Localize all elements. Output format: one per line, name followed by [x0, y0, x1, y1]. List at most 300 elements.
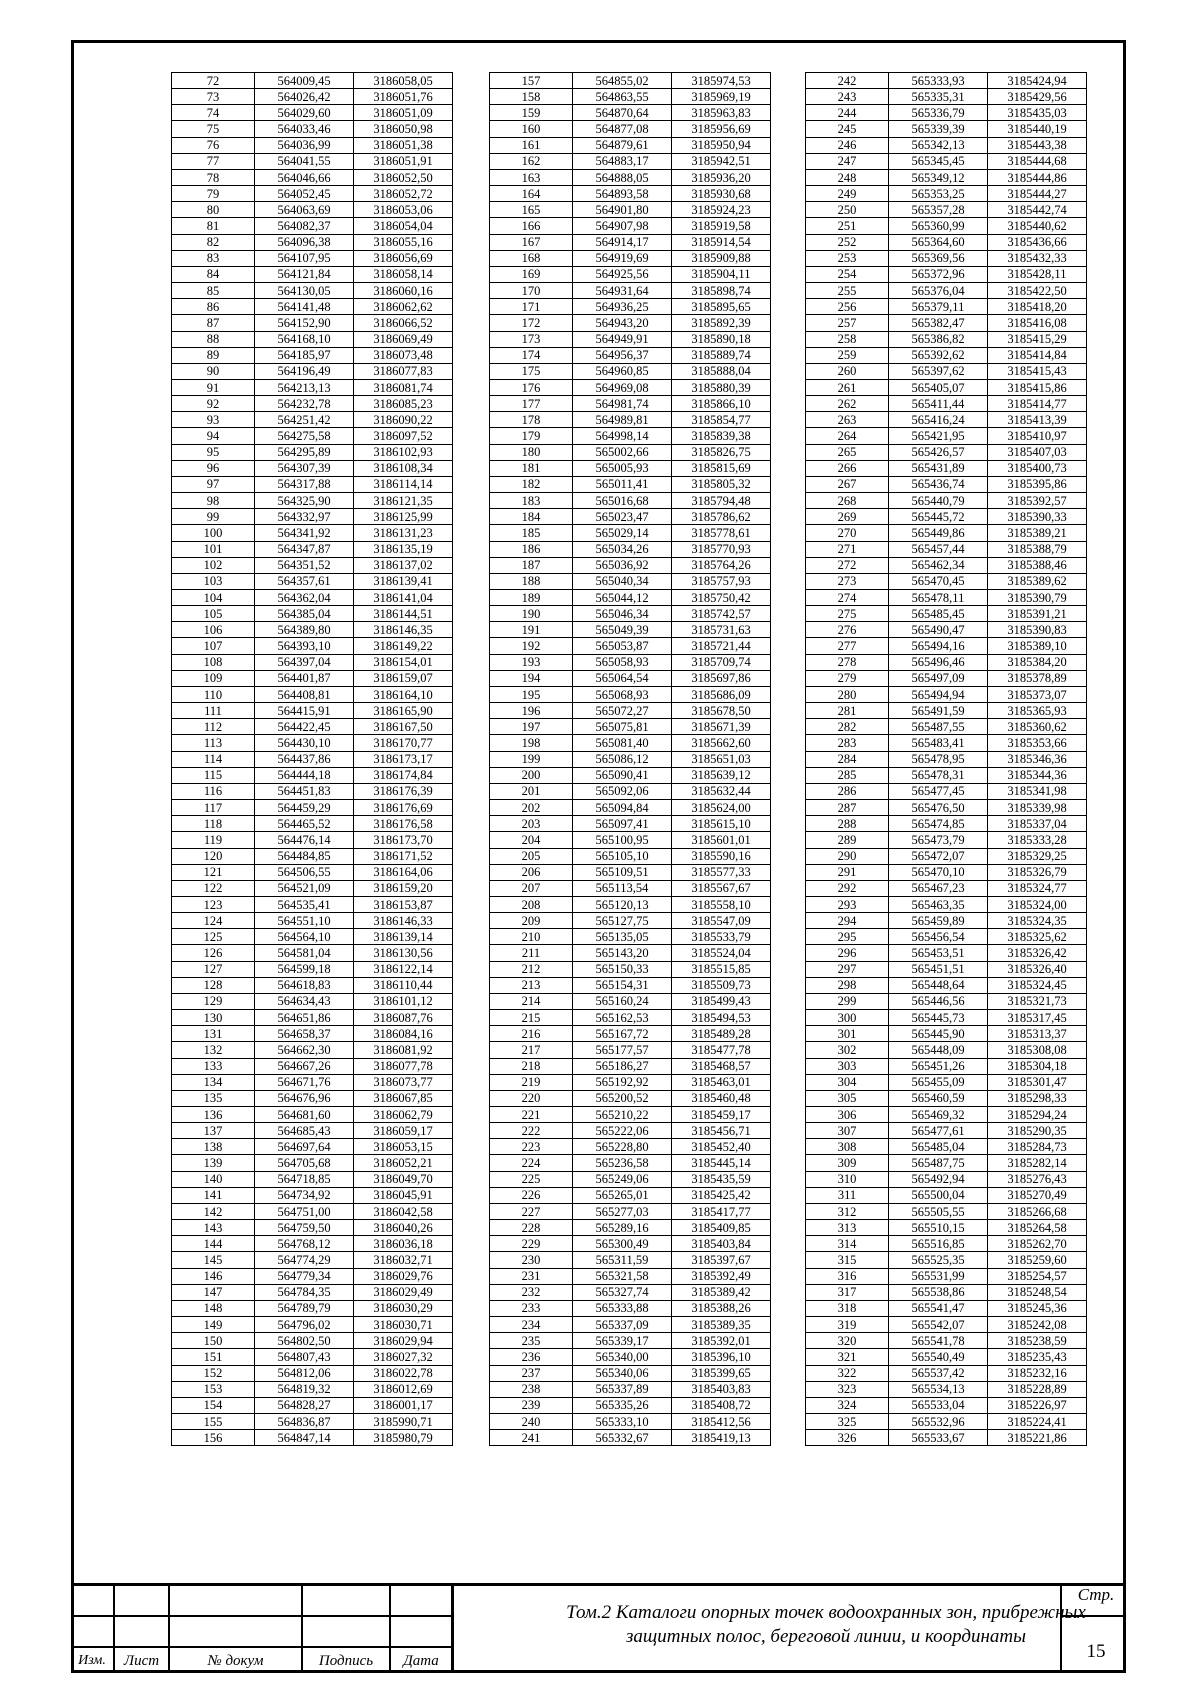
table-row [806, 186, 1087, 202]
coord-y: 3185415,29 [988, 331, 1087, 347]
point-number: 291 [806, 864, 889, 880]
point-number: 259 [806, 347, 889, 363]
coord-x: 565492,94 [889, 1171, 988, 1187]
coord-x: 564671,76 [255, 1074, 354, 1090]
coord-y: 3186029,94 [354, 1333, 453, 1349]
coord-y: 3185346,36 [988, 751, 1087, 767]
point-number: 202 [490, 800, 573, 816]
coord-y: 3185422,50 [988, 283, 1087, 299]
table-row [490, 1042, 771, 1058]
coord-x: 565510,15 [889, 1220, 988, 1236]
table-row [490, 929, 771, 945]
point-number: 248 [806, 169, 889, 185]
table-row [806, 1284, 1087, 1300]
coord-x: 565109,51 [573, 864, 672, 880]
coord-y: 3186073,77 [354, 1074, 453, 1090]
point-number: 214 [490, 993, 573, 1009]
table-row [172, 880, 453, 896]
point-number: 197 [490, 719, 573, 735]
coord-y: 3185963,83 [672, 105, 771, 121]
table-row [490, 493, 771, 509]
table-row [806, 363, 1087, 379]
table-row [172, 703, 453, 719]
table-row [806, 686, 1087, 702]
point-number: 242 [806, 73, 889, 89]
coord-x: 564759,50 [255, 1220, 354, 1236]
coord-y: 3185308,08 [988, 1042, 1087, 1058]
table-row [490, 977, 771, 993]
table-row [490, 379, 771, 395]
coord-y: 3185826,75 [672, 444, 771, 460]
point-number: 255 [806, 283, 889, 299]
coord-x: 564444,18 [255, 767, 354, 783]
point-number: 236 [490, 1349, 573, 1365]
coord-y: 3185686,09 [672, 686, 771, 702]
point-number: 81 [172, 218, 255, 234]
coord-x: 564168,10 [255, 331, 354, 347]
table-row [172, 153, 453, 169]
coord-y: 3185403,84 [672, 1236, 771, 1252]
coord-y: 3186174,84 [354, 767, 453, 783]
coord-y: 3186055,16 [354, 234, 453, 250]
table-row [490, 1074, 771, 1090]
coord-y: 3186051,09 [354, 105, 453, 121]
coord-y: 3185980,79 [354, 1430, 453, 1446]
coord-x: 564121,84 [255, 266, 354, 282]
table-row [806, 1300, 1087, 1316]
coord-x: 564989,81 [573, 412, 672, 428]
table-row [490, 848, 771, 864]
coord-x: 565150,33 [573, 961, 672, 977]
coord-y: 3185815,69 [672, 460, 771, 476]
coord-x: 564029,60 [255, 105, 354, 121]
coord-y: 3186131,23 [354, 525, 453, 541]
coord-y: 3185388,26 [672, 1300, 771, 1316]
table-row [490, 476, 771, 492]
coord-y: 3185533,79 [672, 929, 771, 945]
coord-y: 3185259,60 [988, 1252, 1087, 1268]
coord-y: 3185435,59 [672, 1171, 771, 1187]
coord-x: 565542,07 [889, 1317, 988, 1333]
coord-y: 3186077,78 [354, 1058, 453, 1074]
table-row [490, 783, 771, 799]
point-number: 298 [806, 977, 889, 993]
coord-x: 564956,37 [573, 347, 672, 363]
coord-y: 3185284,73 [988, 1139, 1087, 1155]
table-row [172, 1365, 453, 1381]
point-number: 77 [172, 153, 255, 169]
point-number: 249 [806, 186, 889, 202]
point-number: 326 [806, 1430, 889, 1446]
coord-y: 3186053,15 [354, 1139, 453, 1155]
table-row [806, 234, 1087, 250]
coord-x: 564768,12 [255, 1236, 354, 1252]
coord-x: 564033,46 [255, 121, 354, 137]
point-number: 288 [806, 816, 889, 832]
coord-x: 565336,79 [889, 105, 988, 121]
table-row [490, 1365, 771, 1381]
table-row [806, 250, 1087, 266]
point-number: 89 [172, 347, 255, 363]
table-row [806, 1236, 1087, 1252]
point-number: 234 [490, 1317, 573, 1333]
coord-x: 564969,08 [573, 379, 672, 395]
coord-y: 3186167,50 [354, 719, 453, 735]
table-row [806, 1333, 1087, 1349]
coord-x: 565337,09 [573, 1317, 672, 1333]
coord-x: 564774,29 [255, 1252, 354, 1268]
table-row [806, 137, 1087, 153]
coord-y: 3186146,33 [354, 913, 453, 929]
coord-x: 564232,78 [255, 396, 354, 412]
catalog-table-2 [489, 72, 771, 1446]
table-row [806, 218, 1087, 234]
coord-x: 565426,57 [889, 444, 988, 460]
coord-y: 3186052,21 [354, 1155, 453, 1171]
coord-y: 3186139,41 [354, 573, 453, 589]
coord-y: 3185324,45 [988, 977, 1087, 993]
page-number: 15 [1086, 1641, 1106, 1662]
point-number: 97 [172, 476, 255, 492]
point-number: 243 [806, 89, 889, 105]
coord-y: 3185326,42 [988, 945, 1087, 961]
coord-y: 3186069,49 [354, 331, 453, 347]
point-number: 313 [806, 1220, 889, 1236]
table-row [172, 719, 453, 735]
coord-x: 565397,62 [889, 363, 988, 379]
table-row [172, 541, 453, 557]
coord-x: 565490,47 [889, 622, 988, 638]
coord-y: 3185615,10 [672, 816, 771, 832]
table-row [806, 1171, 1087, 1187]
point-number: 83 [172, 250, 255, 266]
coord-x: 565467,23 [889, 880, 988, 896]
coord-x: 565411,44 [889, 396, 988, 412]
table-row [172, 1430, 453, 1446]
coord-y: 3185321,73 [988, 993, 1087, 1009]
coord-y: 3185399,65 [672, 1365, 771, 1381]
point-number: 137 [172, 1123, 255, 1139]
table-row [490, 557, 771, 573]
point-number: 216 [490, 1026, 573, 1042]
coord-y: 3185298,33 [988, 1090, 1087, 1106]
point-number: 290 [806, 848, 889, 864]
table-row [172, 654, 453, 670]
point-number: 325 [806, 1413, 889, 1429]
point-number: 159 [490, 105, 573, 121]
coord-y: 3186122,14 [354, 961, 453, 977]
table-row [490, 186, 771, 202]
coord-y: 3185262,70 [988, 1236, 1087, 1252]
table-row [806, 283, 1087, 299]
coord-x: 565335,26 [573, 1397, 672, 1413]
point-number: 105 [172, 606, 255, 622]
coord-y: 3186090,22 [354, 412, 453, 428]
coord-y: 3186022,78 [354, 1365, 453, 1381]
table-row [172, 379, 453, 395]
coord-y: 3185432,33 [988, 250, 1087, 266]
coord-y: 3186059,17 [354, 1123, 453, 1139]
coord-y: 3185388,79 [988, 541, 1087, 557]
point-number: 149 [172, 1317, 255, 1333]
coord-x: 564551,10 [255, 913, 354, 929]
coord-x: 565097,41 [573, 816, 672, 832]
coord-y: 3185389,21 [988, 525, 1087, 541]
point-number: 143 [172, 1220, 255, 1236]
point-number: 239 [490, 1397, 573, 1413]
coord-x: 565068,93 [573, 686, 672, 702]
coord-x: 565487,75 [889, 1155, 988, 1171]
point-number: 166 [490, 218, 573, 234]
coord-x: 565372,96 [889, 266, 988, 282]
coord-y: 3185317,45 [988, 1010, 1087, 1026]
coord-x: 564936,25 [573, 299, 672, 315]
stamp-label-doc: № докум [207, 1653, 264, 1669]
table-row [172, 800, 453, 816]
coord-y: 3185329,25 [988, 848, 1087, 864]
point-number: 190 [490, 606, 573, 622]
coord-y: 3185392,01 [672, 1333, 771, 1349]
coord-x: 565445,72 [889, 509, 988, 525]
coord-x: 565143,20 [573, 945, 672, 961]
table-row [172, 509, 453, 525]
coord-y: 3185395,86 [988, 476, 1087, 492]
table-row [172, 1284, 453, 1300]
coord-y: 3185270,49 [988, 1187, 1087, 1203]
coord-y: 3185444,68 [988, 153, 1087, 169]
coord-y: 3186146,35 [354, 622, 453, 638]
point-number: 297 [806, 961, 889, 977]
coord-y: 3185418,20 [988, 299, 1087, 315]
point-number: 232 [490, 1284, 573, 1300]
coord-y: 3185429,56 [988, 89, 1087, 105]
table-row [172, 234, 453, 250]
coord-y: 3186067,85 [354, 1090, 453, 1106]
coord-y: 3185325,62 [988, 929, 1087, 945]
coord-x: 565040,34 [573, 573, 672, 589]
point-number: 311 [806, 1187, 889, 1203]
coord-x: 565094,84 [573, 800, 672, 816]
table-row [806, 1155, 1087, 1171]
coord-x: 565516,85 [889, 1236, 988, 1252]
point-number: 92 [172, 396, 255, 412]
table-row [806, 1381, 1087, 1397]
coord-x: 565533,04 [889, 1397, 988, 1413]
table-row [806, 331, 1087, 347]
point-number: 144 [172, 1236, 255, 1252]
point-number: 225 [490, 1171, 573, 1187]
coord-x: 564152,90 [255, 315, 354, 331]
point-number: 76 [172, 137, 255, 153]
table-row [172, 622, 453, 638]
coord-x: 565540,49 [889, 1349, 988, 1365]
coord-x: 564998,14 [573, 428, 672, 444]
coord-x: 565332,67 [573, 1430, 672, 1446]
coord-x: 564459,29 [255, 800, 354, 816]
coord-y: 3185904,11 [672, 266, 771, 282]
coord-y: 3185697,86 [672, 670, 771, 686]
coord-x: 565090,41 [573, 767, 672, 783]
table-row [172, 670, 453, 686]
coord-x: 565472,07 [889, 848, 988, 864]
coord-x: 564751,00 [255, 1203, 354, 1219]
coord-y: 3186110,44 [354, 977, 453, 993]
coord-y: 3185956,69 [672, 121, 771, 137]
table-row [490, 1300, 771, 1316]
coord-y: 3185428,11 [988, 266, 1087, 282]
table-row [490, 299, 771, 315]
table-row [806, 767, 1087, 783]
point-number: 172 [490, 315, 573, 331]
coord-x: 565002,66 [573, 444, 672, 460]
point-number: 301 [806, 1026, 889, 1042]
point-number: 193 [490, 654, 573, 670]
point-number: 283 [806, 735, 889, 751]
coord-x: 564408,81 [255, 686, 354, 702]
coord-y: 3185445,14 [672, 1155, 771, 1171]
point-number: 292 [806, 880, 889, 896]
coord-x: 565105,10 [573, 848, 672, 864]
coord-x: 564705,68 [255, 1155, 354, 1171]
coord-y: 3186052,72 [354, 186, 453, 202]
coord-y: 3185435,03 [988, 105, 1087, 121]
document-title: Том.2 Каталоги опорных точек водоохранных зон, прибрежных защитных полос, береговой линии, и координаты [566, 1602, 1086, 1647]
coord-x: 564385,04 [255, 606, 354, 622]
table-row [806, 719, 1087, 735]
coord-x: 564651,86 [255, 1010, 354, 1026]
point-number: 95 [172, 444, 255, 460]
coord-y: 3185424,94 [988, 73, 1087, 89]
point-number: 102 [172, 557, 255, 573]
coord-y: 3185226,97 [988, 1397, 1087, 1413]
coord-x: 565505,55 [889, 1203, 988, 1219]
coord-y: 3185890,18 [672, 331, 771, 347]
table-row [172, 557, 453, 573]
point-number: 167 [490, 234, 573, 250]
coord-x: 564685,43 [255, 1123, 354, 1139]
point-number: 275 [806, 606, 889, 622]
point-number: 262 [806, 396, 889, 412]
point-number: 274 [806, 590, 889, 606]
point-number: 129 [172, 993, 255, 1009]
table-row [172, 1397, 453, 1413]
table-row [172, 1381, 453, 1397]
coord-y: 3185389,10 [988, 638, 1087, 654]
stamp-label-sign: Подпись [318, 1653, 374, 1669]
coord-y: 3186029,49 [354, 1284, 453, 1300]
table-row [806, 1252, 1087, 1268]
coord-x: 565483,41 [889, 735, 988, 751]
point-number: 173 [490, 331, 573, 347]
coord-y: 3185221,86 [988, 1430, 1087, 1446]
coord-y: 3185276,43 [988, 1171, 1087, 1187]
point-number: 87 [172, 315, 255, 331]
point-number: 315 [806, 1252, 889, 1268]
coord-x: 564901,80 [573, 202, 672, 218]
point-number: 196 [490, 703, 573, 719]
point-number: 132 [172, 1042, 255, 1058]
coord-x: 565249,06 [573, 1171, 672, 1187]
table-row [490, 73, 771, 89]
table-row [806, 105, 1087, 121]
coord-y: 3186040,26 [354, 1220, 453, 1236]
table-row [490, 169, 771, 185]
point-number: 286 [806, 783, 889, 799]
coord-y: 3186087,76 [354, 1010, 453, 1026]
table-row [172, 412, 453, 428]
coord-x: 565405,07 [889, 379, 988, 395]
point-number: 241 [490, 1430, 573, 1446]
coord-x: 565016,68 [573, 493, 672, 509]
coord-x: 565474,85 [889, 816, 988, 832]
table-row [172, 347, 453, 363]
coord-y: 3185294,24 [988, 1107, 1087, 1123]
coord-x: 565300,49 [573, 1236, 672, 1252]
coord-x: 564863,55 [573, 89, 672, 105]
coord-y: 3185764,26 [672, 557, 771, 573]
coord-y: 3185770,93 [672, 541, 771, 557]
coord-y: 3186060,16 [354, 283, 453, 299]
table-row [172, 945, 453, 961]
coord-x: 564888,05 [573, 169, 672, 185]
table-row [806, 993, 1087, 1009]
coord-y: 3186176,58 [354, 816, 453, 832]
coord-y: 3185880,39 [672, 379, 771, 395]
coord-y: 3185425,42 [672, 1187, 771, 1203]
coord-x: 565462,34 [889, 557, 988, 573]
coord-x: 564026,42 [255, 89, 354, 105]
point-number: 256 [806, 299, 889, 315]
coord-x: 565349,12 [889, 169, 988, 185]
coord-y: 3185721,44 [672, 638, 771, 654]
coord-x: 564341,92 [255, 525, 354, 541]
coord-x: 565541,47 [889, 1300, 988, 1316]
coord-y: 3185266,68 [988, 1203, 1087, 1219]
coord-y: 3185324,00 [988, 896, 1087, 912]
table-row [172, 767, 453, 783]
table-row [490, 1333, 771, 1349]
table-row [172, 816, 453, 832]
point-number: 278 [806, 654, 889, 670]
table-row [490, 638, 771, 654]
point-number: 261 [806, 379, 889, 395]
table-row [806, 73, 1087, 89]
coord-x: 565436,74 [889, 476, 988, 492]
coord-y: 3185444,27 [988, 186, 1087, 202]
point-number: 184 [490, 509, 573, 525]
coord-y: 3185494,53 [672, 1010, 771, 1026]
table-row [806, 977, 1087, 993]
table-row [172, 476, 453, 492]
table-row [490, 541, 771, 557]
point-number: 124 [172, 913, 255, 929]
table-row [490, 283, 771, 299]
point-number: 114 [172, 751, 255, 767]
point-number: 150 [172, 1333, 255, 1349]
coord-x: 565277,03 [573, 1203, 672, 1219]
point-number: 222 [490, 1123, 573, 1139]
coord-x: 565386,82 [889, 331, 988, 347]
coord-x: 564812,06 [255, 1365, 354, 1381]
coord-x: 564877,08 [573, 121, 672, 137]
coord-y: 3185416,08 [988, 315, 1087, 331]
coord-x: 564634,43 [255, 993, 354, 1009]
point-number: 238 [490, 1381, 573, 1397]
table-row [806, 169, 1087, 185]
coord-x: 565457,44 [889, 541, 988, 557]
coord-x: 564667,26 [255, 1058, 354, 1074]
coord-y: 3186058,05 [354, 73, 453, 89]
